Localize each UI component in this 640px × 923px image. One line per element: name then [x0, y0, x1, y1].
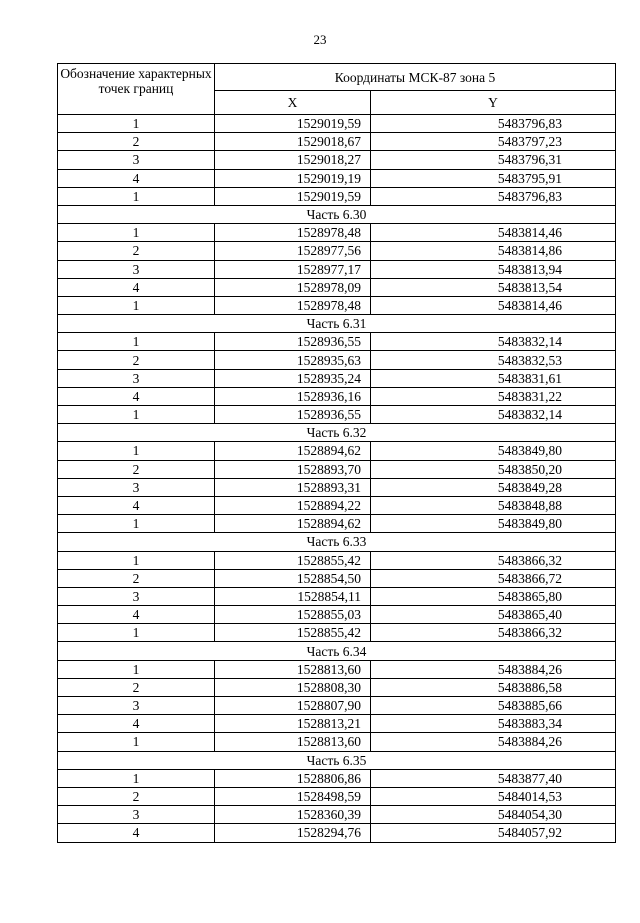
point-cell: 4 — [58, 715, 215, 733]
x-coordinate-cell: 1528855,42 — [215, 624, 371, 642]
table-row — [58, 387, 616, 405]
table-row — [58, 787, 616, 805]
y-coordinate-cell: 5483866,32 — [371, 624, 616, 642]
table-row — [58, 496, 616, 514]
x-coordinate-cell: 1528807,90 — [215, 697, 371, 715]
y-coordinate-cell: 5483831,61 — [371, 369, 616, 387]
table-row — [58, 733, 616, 751]
point-cell: 1 — [58, 733, 215, 751]
x-coordinate-cell: 1529019,19 — [215, 169, 371, 187]
x-coordinate-cell: 1528813,60 — [215, 733, 371, 751]
table-row — [58, 660, 616, 678]
x-coordinate-cell: 1528893,70 — [215, 460, 371, 478]
y-coordinate-cell: 5483866,32 — [371, 551, 616, 569]
y-coordinate-cell: 5483832,53 — [371, 351, 616, 369]
point-cell: 4 — [58, 496, 215, 514]
point-cell: 3 — [58, 151, 215, 169]
section-title-row — [58, 642, 616, 660]
y-coordinate-cell: 5483883,34 — [371, 715, 616, 733]
x-coordinate-cell: 1528978,48 — [215, 224, 371, 242]
x-coordinate-cell: 1528360,39 — [215, 806, 371, 824]
point-cell: 1 — [58, 296, 215, 314]
y-coordinate-cell: 5483832,14 — [371, 333, 616, 351]
table-row — [58, 606, 616, 624]
table-row — [58, 151, 616, 169]
section-title: Часть 6.34 — [58, 642, 616, 660]
table-row — [58, 406, 616, 424]
y-coordinate-cell: 5483850,20 — [371, 460, 616, 478]
x-coordinate-cell: 1528854,50 — [215, 569, 371, 587]
point-designation-header: Обозначение характерных точек границ — [58, 64, 215, 115]
y-coordinate-cell: 5483796,83 — [371, 115, 616, 133]
y-coordinate-cell: 5483865,40 — [371, 606, 616, 624]
y-coordinate-cell: 5483884,26 — [371, 660, 616, 678]
x-coordinate-cell: 1528894,62 — [215, 515, 371, 533]
table-row — [58, 806, 616, 824]
table-row — [58, 824, 616, 842]
table-row — [58, 333, 616, 351]
x-coordinate-cell: 1528894,22 — [215, 496, 371, 514]
table-row — [58, 460, 616, 478]
section-title-row — [58, 424, 616, 442]
point-cell: 3 — [58, 806, 215, 824]
table-header — [58, 64, 616, 115]
table-row — [58, 587, 616, 605]
x-coordinate-cell: 1528855,42 — [215, 551, 371, 569]
table-row — [58, 515, 616, 533]
table-row — [58, 442, 616, 460]
x-coordinate-cell: 1528935,24 — [215, 369, 371, 387]
x-coordinate-cell: 1528813,60 — [215, 660, 371, 678]
table-row — [58, 715, 616, 733]
point-cell: 1 — [58, 551, 215, 569]
section-title-row — [58, 205, 616, 223]
x-coordinate-cell: 1528978,48 — [215, 296, 371, 314]
table-row — [58, 133, 616, 151]
table-row — [58, 369, 616, 387]
x-column-header: X — [215, 91, 371, 115]
point-cell: 1 — [58, 515, 215, 533]
point-cell: 4 — [58, 606, 215, 624]
y-coordinate-cell: 5483849,80 — [371, 442, 616, 460]
table-row — [58, 569, 616, 587]
x-coordinate-cell: 1528978,09 — [215, 278, 371, 296]
point-cell: 1 — [58, 660, 215, 678]
section-title: Часть 6.30 — [58, 205, 616, 223]
x-coordinate-cell: 1529019,59 — [215, 115, 371, 133]
y-coordinate-cell: 5483866,72 — [371, 569, 616, 587]
point-cell: 3 — [58, 260, 215, 278]
y-coordinate-cell: 5483884,26 — [371, 733, 616, 751]
x-coordinate-cell: 1528813,21 — [215, 715, 371, 733]
y-coordinate-cell: 5483865,80 — [371, 587, 616, 605]
y-coordinate-cell: 5483796,83 — [371, 187, 616, 205]
x-coordinate-cell: 1528498,59 — [215, 787, 371, 805]
table-row — [58, 242, 616, 260]
y-coordinate-cell: 5483831,22 — [371, 387, 616, 405]
table-row — [58, 769, 616, 787]
y-coordinate-cell: 5483877,40 — [371, 769, 616, 787]
x-coordinate-cell: 1528855,03 — [215, 606, 371, 624]
x-coordinate-cell: 1528936,55 — [215, 406, 371, 424]
table-row — [58, 115, 616, 133]
coordinates-header: Координаты МСК-87 зона 5 — [215, 64, 616, 91]
y-coordinate-cell: 5483848,88 — [371, 496, 616, 514]
point-cell: 1 — [58, 624, 215, 642]
point-cell: 1 — [58, 224, 215, 242]
point-cell: 1 — [58, 187, 215, 205]
page-number: 23 — [313, 32, 327, 47]
section-title-row — [58, 751, 616, 769]
section-title: Часть 6.35 — [58, 751, 616, 769]
y-coordinate-cell: 5484054,30 — [371, 806, 616, 824]
point-cell: 1 — [58, 769, 215, 787]
y-coordinate-cell: 5483832,14 — [371, 406, 616, 424]
table-row — [58, 260, 616, 278]
point-cell: 2 — [58, 242, 215, 260]
point-cell: 2 — [58, 787, 215, 805]
table-row — [58, 278, 616, 296]
y-coordinate-cell: 5483849,28 — [371, 478, 616, 496]
point-cell: 2 — [58, 460, 215, 478]
y-coordinate-cell: 5483814,46 — [371, 224, 616, 242]
y-coordinate-cell: 5483814,46 — [371, 296, 616, 314]
y-column-header: Y — [371, 91, 616, 115]
point-cell: 1 — [58, 442, 215, 460]
section-title: Часть 6.32 — [58, 424, 616, 442]
table-row — [58, 551, 616, 569]
point-cell: 2 — [58, 569, 215, 587]
x-coordinate-cell: 1529018,67 — [215, 133, 371, 151]
point-cell: 3 — [58, 478, 215, 496]
point-cell: 1 — [58, 406, 215, 424]
y-coordinate-cell: 5483797,23 — [371, 133, 616, 151]
section-title: Часть 6.33 — [58, 533, 616, 551]
table-row — [58, 296, 616, 314]
x-coordinate-cell: 1528806,86 — [215, 769, 371, 787]
x-coordinate-cell: 1528808,30 — [215, 678, 371, 696]
table-row — [58, 478, 616, 496]
x-coordinate-cell: 1528977,17 — [215, 260, 371, 278]
point-cell: 4 — [58, 387, 215, 405]
point-cell: 1 — [58, 115, 215, 133]
table-body — [58, 115, 616, 843]
y-coordinate-cell: 5483885,66 — [371, 697, 616, 715]
point-cell: 2 — [58, 678, 215, 696]
table-row — [58, 697, 616, 715]
point-cell: 3 — [58, 697, 215, 715]
point-cell: 3 — [58, 587, 215, 605]
x-coordinate-cell: 1529019,59 — [215, 187, 371, 205]
point-cell: 4 — [58, 169, 215, 187]
x-coordinate-cell: 1528893,31 — [215, 478, 371, 496]
x-coordinate-cell: 1529018,27 — [215, 151, 371, 169]
y-coordinate-cell: 5483795,91 — [371, 169, 616, 187]
coordinates-table — [57, 63, 616, 843]
point-cell: 2 — [58, 351, 215, 369]
x-coordinate-cell: 1528936,16 — [215, 387, 371, 405]
section-title-row — [58, 315, 616, 333]
section-title-row — [58, 533, 616, 551]
table-row — [58, 624, 616, 642]
table-row — [58, 678, 616, 696]
y-coordinate-cell: 5483886,58 — [371, 678, 616, 696]
y-coordinate-cell: 5483814,86 — [371, 242, 616, 260]
section-title: Часть 6.31 — [58, 315, 616, 333]
x-coordinate-cell: 1528894,62 — [215, 442, 371, 460]
x-coordinate-cell: 1528294,76 — [215, 824, 371, 842]
y-coordinate-cell: 5484014,53 — [371, 787, 616, 805]
point-cell: 4 — [58, 278, 215, 296]
table-row — [58, 224, 616, 242]
y-coordinate-cell: 5484057,92 — [371, 824, 616, 842]
point-cell: 4 — [58, 824, 215, 842]
x-coordinate-cell: 1528935,63 — [215, 351, 371, 369]
table-row — [58, 351, 616, 369]
y-coordinate-cell: 5483796,31 — [371, 151, 616, 169]
y-coordinate-cell: 5483849,80 — [371, 515, 616, 533]
x-coordinate-cell: 1528936,55 — [215, 333, 371, 351]
y-coordinate-cell: 5483813,54 — [371, 278, 616, 296]
x-coordinate-cell: 1528854,11 — [215, 587, 371, 605]
y-coordinate-cell: 5483813,94 — [371, 260, 616, 278]
point-cell: 1 — [58, 333, 215, 351]
point-cell: 2 — [58, 133, 215, 151]
table-row — [58, 169, 616, 187]
x-coordinate-cell: 1528977,56 — [215, 242, 371, 260]
table-row — [58, 187, 616, 205]
point-cell: 3 — [58, 369, 215, 387]
